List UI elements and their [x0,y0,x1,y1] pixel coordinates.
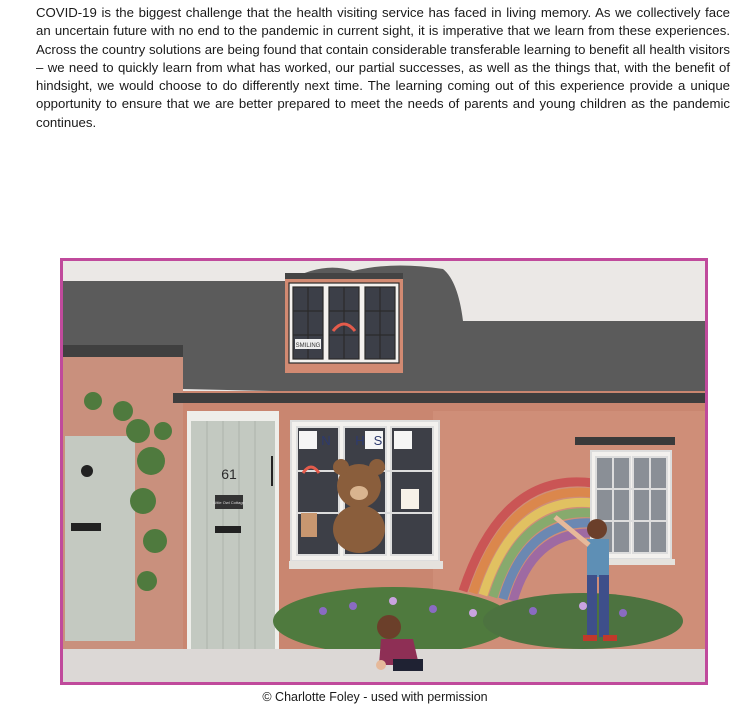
body-paragraph: COVID-19 is the biggest challenge that the health visiting service has faced in living memory. As we collectively face an uncertain future with no end to the pandemic in current sight, it is imperative that we learn from these experiences. Across the country solutions are being found that contain considerable transferable learning to benefit all health visitors – we need to quickly learn from what has worked, our partial successes, as well as the things that, with the benefit of hindsight, we would choose to do differently next time. The learning coming out of this experience provide a unique opportunity to ensure that we are better prepared to meet the needs of parents and young children as the pandemic continues. [36,5,730,130]
dormer-sign-text: SMILING [295,343,321,349]
letterbox [215,526,241,533]
svg-text:Little Owl Cottage: Little Owl Cottage [213,500,245,505]
figure-caption: © Charlotte Foley - used with permission [262,690,488,704]
left-door [65,436,135,641]
front-door [191,421,275,651]
cottage-illustration [60,258,708,685]
window-letter-n: N [321,433,331,448]
flower-bed [273,587,683,655]
window-letter-h: H [355,433,365,448]
window-sill [289,561,443,569]
door-number: 61 [221,466,237,482]
window-letter-s: S [373,433,383,448]
